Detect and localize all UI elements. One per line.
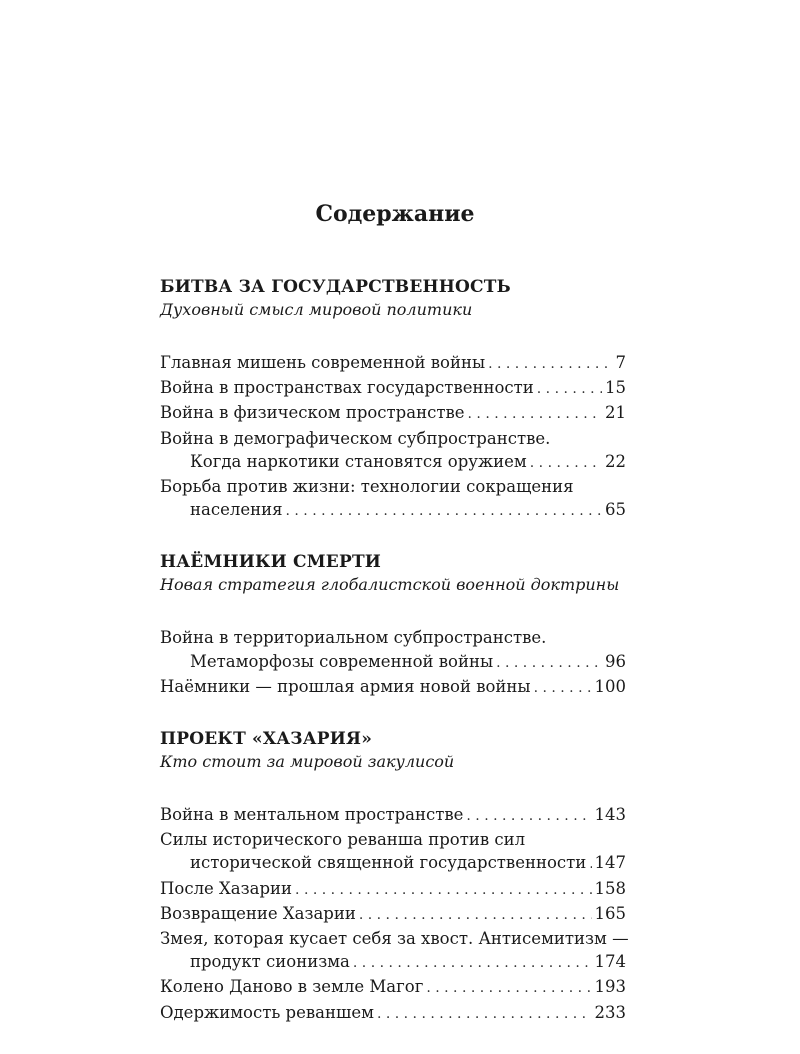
toc-entry[interactable] [160, 351, 626, 376]
entry-title: Борьба против жизни: технологии сокращения [160, 477, 574, 497]
entry-title: Наёмники — прошлая армия новой войны [160, 676, 531, 696]
entry-title: Война в демографическом субпространстве. [160, 428, 551, 448]
dot-leader [468, 403, 602, 426]
entry-line [160, 803, 626, 828]
entry-title: Метаморфозы современной войны [190, 651, 494, 671]
entry-title: Война в пространствах государственности [160, 378, 534, 398]
dot-leader [359, 904, 592, 927]
entry-title: Главная мишень современной войны [160, 353, 486, 372]
entry-list [160, 626, 626, 700]
entry-line [160, 650, 626, 675]
entry-line [160, 851, 626, 876]
section-subtitle: Духовный смысл мировой политики [160, 300, 473, 319]
toc-entry[interactable] [160, 475, 626, 523]
entry-line [160, 1001, 626, 1026]
page-number: 96 [605, 651, 626, 671]
toc-entry[interactable] [160, 626, 626, 674]
page-number: 15 [605, 378, 626, 398]
entry-line [160, 351, 626, 376]
table-of-contents [160, 200, 629, 1054]
dot-leader [295, 879, 591, 902]
page-number: 174 [594, 952, 626, 972]
entry-title: исторической священной государственности [190, 853, 587, 873]
entry-title: Змея, которая кусает себя за хвост. Антисемитизм — [160, 929, 629, 949]
section-heading: НАЁМНИКИ СМЕРТИ [160, 552, 382, 573]
toc-entry[interactable] [160, 828, 626, 876]
dot-leader [353, 952, 592, 975]
entry-title: Колено Даново в земле Магог [160, 977, 424, 997]
page-number: 233 [594, 1002, 626, 1022]
dot-leader [589, 853, 591, 876]
page-number: 22 [605, 451, 626, 471]
entry-list [160, 351, 626, 523]
entry-title: Одержимость реваншем [160, 1002, 374, 1022]
entry-line [160, 498, 626, 523]
entry-title: Силы исторического реванша против сил [160, 830, 526, 850]
entry-line [160, 376, 626, 401]
toc-section [160, 551, 626, 700]
dot-leader [537, 378, 602, 401]
toc-entry[interactable] [160, 427, 626, 475]
dot-leader [534, 677, 592, 700]
entry-title: После Хазарии [160, 878, 293, 898]
entry-title: Война в физическом пространстве [160, 403, 465, 423]
entry-line [160, 927, 629, 950]
entry-title: Война в территориальном субпространстве. [160, 628, 547, 648]
entry-line [160, 902, 626, 927]
dot-leader [377, 1003, 592, 1026]
page-number: 193 [594, 977, 626, 997]
toc-entry[interactable] [160, 902, 626, 927]
entry-title: населения [190, 500, 283, 520]
page-number: 7 [615, 353, 626, 372]
toc-entry[interactable] [160, 401, 626, 426]
entry-line [160, 877, 626, 902]
section-heading: ПРОЕКТ «ХАЗАРИЯ» [160, 729, 373, 750]
toc-entry[interactable] [160, 1001, 626, 1026]
toc-sections [160, 276, 629, 1026]
entry-line [160, 427, 626, 450]
entry-line [160, 975, 626, 1000]
toc-entry[interactable] [160, 975, 626, 1000]
toc-section [160, 728, 629, 1026]
entry-line [160, 626, 626, 649]
page-title: Содержание [315, 201, 475, 227]
page-number: 147 [594, 853, 626, 873]
toc-entry[interactable] [160, 927, 629, 975]
dot-leader [488, 353, 612, 376]
toc-section [160, 276, 626, 523]
page-number: 21 [605, 403, 626, 423]
entry-list [160, 803, 629, 1026]
toc-entry[interactable] [160, 675, 626, 700]
entry-title: Когда наркотики становятся оружием [190, 451, 527, 471]
page-number: 65 [605, 500, 626, 520]
page-number: 100 [594, 676, 626, 696]
page-number: 165 [594, 903, 626, 923]
dot-leader [286, 500, 603, 523]
entry-line [160, 950, 626, 975]
dot-leader [530, 452, 602, 475]
page-number: 143 [594, 805, 626, 825]
toc-entry[interactable] [160, 803, 626, 828]
section-subtitle: Кто стоит за мировой закулисой [160, 752, 455, 772]
entry-title: Война в ментальном пространстве [160, 805, 464, 825]
section-heading: БИТВА ЗА ГОСУДАРСТВЕННОСТЬ [160, 277, 511, 297]
page-number: 158 [594, 878, 626, 898]
entry-line [160, 475, 626, 498]
section-subtitle: Новая стратегия глобалистской военной доктрины [160, 575, 620, 595]
entry-line [160, 828, 626, 851]
dot-leader [466, 805, 591, 828]
entry-title: продукт сионизма [190, 952, 350, 972]
dot-leader [496, 652, 602, 675]
dot-leader [426, 977, 591, 1000]
entry-line [160, 401, 626, 426]
entry-line [160, 675, 626, 700]
entry-line [160, 450, 626, 475]
entry-title: Возвращение Хазарии [160, 903, 356, 923]
toc-entry[interactable] [160, 376, 626, 401]
toc-entry[interactable] [160, 877, 626, 902]
